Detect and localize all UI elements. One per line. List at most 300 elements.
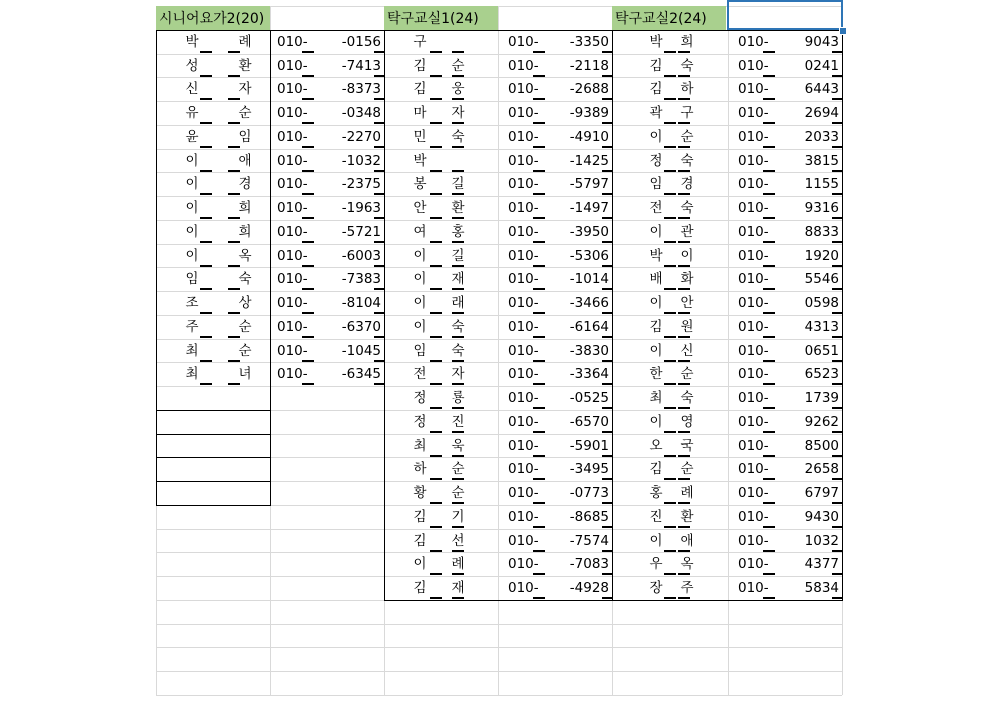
member-name[interactable]: 환 [680,509,694,525]
member-name[interactable]: 숙 [680,153,694,169]
member-surname[interactable]: 황 [413,485,427,501]
phone-number[interactable]: -4910 [569,129,609,145]
phone-number[interactable]: -8373 [341,81,381,97]
phone-prefix[interactable]: 010- [738,129,769,145]
member-name[interactable]: 구 [680,105,694,121]
phone-number[interactable]: -5306 [569,248,609,264]
member-name[interactable]: 관 [680,224,694,240]
cell-underline [678,431,690,433]
cell-underline [678,526,690,528]
member-name[interactable]: 순 [451,485,465,501]
phone-prefix[interactable]: 010- [508,271,539,287]
member-surname[interactable]: 배 [649,271,663,287]
member-name[interactable]: 주 [680,580,694,596]
member-name[interactable]: 경 [680,176,694,192]
phone-number[interactable]: -5901 [569,438,609,454]
fill-handle[interactable] [839,27,847,35]
cell-underline [832,383,842,385]
phone-number[interactable]: -9389 [569,105,609,121]
member-surname[interactable]: 최 [185,366,199,382]
phone-prefix[interactable]: 010- [508,580,539,596]
phone-prefix[interactable]: 010- [738,34,769,50]
phone-prefix[interactable]: 010- [508,105,539,121]
cell-underline [832,407,842,409]
phone-prefix[interactable]: 010- [508,414,539,430]
phone-number[interactable]: -3830 [569,343,609,359]
phone-prefix[interactable]: 010- [277,200,308,216]
cell-underline [533,478,545,480]
phone-number[interactable]: 5834 [804,580,839,596]
member-name[interactable]: 선 [451,533,465,549]
cell-underline [302,312,314,314]
phone-number[interactable]: -0156 [341,34,381,50]
member-name[interactable]: 숙 [680,390,694,406]
member-name[interactable]: 영 [680,414,694,430]
phone-number[interactable]: -7083 [569,556,609,572]
member-surname[interactable]: 최 [649,390,663,406]
phone-prefix[interactable]: 010- [738,200,769,216]
phone-number[interactable]: -5721 [341,224,381,240]
member-name[interactable]: 진 [451,414,465,430]
phone-number[interactable]: -1032 [341,153,381,169]
phone-prefix[interactable]: 010- [508,366,539,382]
member-name[interactable]: 순 [238,343,252,359]
phone-prefix[interactable]: 010- [277,129,308,145]
member-surname[interactable]: 이 [649,129,663,145]
phone-prefix[interactable]: 010- [277,248,308,264]
phone-prefix[interactable]: 010- [738,390,769,406]
cell-underline [228,383,240,385]
phone-number[interactable]: 8500 [804,438,839,454]
member-surname[interactable]: 전 [413,366,427,382]
phone-prefix[interactable]: 010- [738,366,769,382]
member-name[interactable]: 홍 [451,224,465,240]
cell-underline [302,146,314,148]
cell-underline [763,431,775,433]
phone-number[interactable]: -6570 [569,414,609,430]
member-surname[interactable]: 주 [185,319,199,335]
member-name[interactable]: 숙 [238,271,252,287]
member-name[interactable]: 례 [238,34,252,50]
cell-underline [533,217,545,219]
member-surname[interactable]: 이 [413,319,427,335]
member-surname[interactable]: 최 [413,438,427,454]
member-name[interactable]: 길 [451,248,465,264]
phone-prefix[interactable]: 010- [277,58,308,74]
phone-prefix[interactable]: 010- [508,390,539,406]
member-surname[interactable]: 김 [413,580,427,596]
cell-underline [200,288,212,290]
phone-number[interactable]: 9262 [804,414,839,430]
member-name[interactable]: 상 [238,295,252,311]
member-name[interactable]: 환 [451,200,465,216]
phone-prefix[interactable]: 010- [508,34,539,50]
phone-number[interactable]: -2270 [341,129,381,145]
member-surname[interactable]: 이 [649,414,663,430]
phone-prefix[interactable]: 010- [277,176,308,192]
phone-prefix[interactable]: 010- [738,509,769,525]
member-name[interactable]: 순 [680,366,694,382]
member-surname[interactable]: 구 [413,34,427,50]
cell-underline [533,51,545,53]
member-surname[interactable]: 정 [413,390,427,406]
member-surname[interactable]: 이 [185,153,199,169]
cell-underline [602,288,612,290]
member-surname[interactable]: 김 [413,58,427,74]
phone-prefix[interactable]: 010- [508,533,539,549]
member-name[interactable]: 옥 [238,248,252,264]
phone-number[interactable]: 4313 [804,319,839,335]
member-surname[interactable]: 김 [413,533,427,549]
cell-underline [374,98,384,100]
phone-number[interactable]: -0773 [569,485,609,501]
phone-prefix[interactable]: 010- [738,105,769,121]
phone-prefix[interactable]: 010- [738,248,769,264]
phone-prefix[interactable]: 010- [508,438,539,454]
cell-underline [452,383,464,385]
member-name[interactable]: 임 [238,129,252,145]
member-surname[interactable]: 윤 [185,129,199,145]
member-name[interactable]: 이 [680,248,694,264]
cell-underline [602,312,612,314]
phone-number[interactable]: -7413 [341,58,381,74]
cell-underline [374,51,384,53]
member-surname[interactable]: 박 [649,34,663,50]
phone-number[interactable]: -3350 [569,34,609,50]
phone-prefix[interactable]: 010- [508,509,539,525]
member-surname[interactable]: 안 [413,200,427,216]
member-surname[interactable]: 박 [185,34,199,50]
member-name[interactable]: 화 [680,271,694,287]
member-surname[interactable]: 이 [649,224,663,240]
phone-prefix[interactable]: 010- [508,81,539,97]
cell-underline [763,146,775,148]
member-surname[interactable]: 임 [413,343,427,359]
cell-underline [200,217,212,219]
member-name[interactable]: 환 [238,58,252,74]
member-surname[interactable]: 최 [185,343,199,359]
cell-underline [664,217,676,219]
phone-number[interactable]: 2658 [804,461,839,477]
phone-prefix[interactable]: 010- [508,556,539,572]
cell-underline [302,383,314,385]
phone-number[interactable]: -8104 [341,295,381,311]
phone-number[interactable]: -1045 [341,343,381,359]
phone-prefix[interactable]: 010- [277,34,308,50]
member-name[interactable]: 애 [680,533,694,549]
phone-prefix[interactable]: 010- [508,176,539,192]
member-name[interactable]: 룡 [451,390,465,406]
phone-number[interactable]: 0241 [804,58,839,74]
phone-number[interactable]: -1014 [569,271,609,287]
member-surname[interactable]: 이 [185,224,199,240]
phone-number[interactable]: 6443 [804,81,839,97]
member-surname[interactable]: 김 [649,461,663,477]
phone-number[interactable]: -3495 [569,461,609,477]
member-surname[interactable]: 김 [649,319,663,335]
cell-underline [664,407,676,409]
phone-prefix[interactable]: 010- [508,153,539,169]
member-surname[interactable]: 이 [185,248,199,264]
phone-number[interactable]: 5546 [804,271,839,287]
phone-number[interactable]: 3815 [804,153,839,169]
member-surname[interactable]: 임 [649,176,663,192]
phone-number[interactable]: 2033 [804,129,839,145]
member-name[interactable]: 녀 [238,366,252,382]
phone-prefix[interactable]: 010- [738,533,769,549]
member-surname[interactable]: 성 [185,58,199,74]
phone-number[interactable]: 1739 [804,390,839,406]
member-surname[interactable]: 이 [185,176,199,192]
member-name[interactable]: 웅 [451,81,465,97]
phone-number[interactable]: -2688 [569,81,609,97]
phone-prefix[interactable]: 010- [738,343,769,359]
member-surname[interactable]: 우 [649,556,663,572]
member-name[interactable]: 재 [451,580,465,596]
phone-number[interactable]: -2375 [341,176,381,192]
member-name[interactable]: 옥 [680,556,694,572]
member-name[interactable]: 하 [680,81,694,97]
member-surname[interactable]: 이 [649,295,663,311]
phone-prefix[interactable]: 010- [277,271,308,287]
member-surname[interactable]: 이 [185,200,199,216]
member-surname[interactable]: 박 [649,248,663,264]
phone-number[interactable]: 4377 [804,556,839,572]
member-surname[interactable]: 임 [185,271,199,287]
cell-underline [678,478,690,480]
phone-prefix[interactable]: 010- [277,224,308,240]
selected-cell[interactable] [727,0,843,30]
member-name[interactable]: 순 [238,105,252,121]
member-surname[interactable]: 이 [413,556,427,572]
cell-underline [602,241,612,243]
member-name[interactable]: 숙 [680,200,694,216]
member-name[interactable]: 래 [451,295,465,311]
phone-prefix[interactable]: 010- [277,153,308,169]
phone-prefix[interactable]: 010- [738,414,769,430]
member-surname[interactable]: 이 [649,343,663,359]
phone-prefix[interactable]: 010- [277,319,308,335]
table-border [156,481,271,482]
cell-underline [832,217,842,219]
phone-prefix[interactable]: 010- [738,580,769,596]
phone-prefix[interactable]: 010- [738,176,769,192]
member-name[interactable]: 길 [451,176,465,192]
phone-number[interactable]: -7383 [341,271,381,287]
table-border [156,410,271,411]
phone-number[interactable]: -1497 [569,200,609,216]
cell-underline [533,122,545,124]
phone-number[interactable]: -0348 [341,105,381,121]
cell-underline [602,336,612,338]
cell-underline [228,288,240,290]
member-name[interactable]: 례 [451,556,465,572]
member-name[interactable]: 욱 [451,438,465,454]
member-surname[interactable]: 박 [413,153,427,169]
phone-number[interactable]: -1963 [341,200,381,216]
phone-prefix[interactable]: 010- [508,295,539,311]
member-name[interactable]: 숙 [451,343,465,359]
member-surname[interactable]: 전 [649,200,663,216]
phone-prefix[interactable]: 010- [738,556,769,572]
member-name[interactable]: 안 [680,295,694,311]
phone-prefix[interactable]: 010- [738,295,769,311]
phone-prefix[interactable]: 010- [508,129,539,145]
phone-number[interactable]: -0525 [569,390,609,406]
member-surname[interactable]: 김 [649,58,663,74]
cell-underline [602,122,612,124]
phone-prefix[interactable]: 010- [508,461,539,477]
member-name[interactable]: 원 [680,319,694,335]
member-surname[interactable]: 이 [413,295,427,311]
member-name[interactable]: 국 [680,438,694,454]
member-name[interactable]: 숙 [680,58,694,74]
phone-number[interactable]: -6003 [341,248,381,264]
phone-number[interactable]: 2694 [804,105,839,121]
phone-number[interactable]: -6164 [569,319,609,335]
phone-number[interactable]: -6370 [341,319,381,335]
member-name[interactable]: 자 [451,105,465,121]
cell-underline [452,241,464,243]
member-surname[interactable]: 곽 [649,105,663,121]
member-name[interactable]: 숙 [451,129,465,145]
phone-number[interactable]: 9316 [804,200,839,216]
phone-prefix[interactable]: 010- [277,343,308,359]
phone-number[interactable]: 0598 [804,295,839,311]
phone-number[interactable]: -3364 [569,366,609,382]
phone-number[interactable]: 9043 [804,34,839,50]
cell-underline [664,146,676,148]
member-name[interactable]: 순 [680,129,694,145]
phone-prefix[interactable]: 010- [508,224,539,240]
cell-underline [832,193,842,195]
cell-underline [200,51,212,53]
cell-underline [678,312,690,314]
cell-underline [664,502,676,504]
cell-underline [374,336,384,338]
member-surname[interactable]: 김 [649,81,663,97]
phone-number[interactable]: -3466 [569,295,609,311]
phone-number[interactable]: -7574 [569,533,609,549]
member-name[interactable]: 숙 [451,319,465,335]
phone-number[interactable]: -3950 [569,224,609,240]
cell-underline [664,51,676,53]
member-surname[interactable]: 이 [413,248,427,264]
phone-prefix[interactable]: 010- [738,485,769,501]
phone-number[interactable]: 1155 [804,176,839,192]
phone-number[interactable]: -1425 [569,153,609,169]
phone-number[interactable]: 6523 [804,366,839,382]
cell-underline [832,526,842,528]
member-name[interactable]: 희 [680,34,694,50]
member-surname[interactable]: 한 [649,366,663,382]
member-name[interactable]: 자 [238,81,252,97]
member-surname[interactable]: 하 [413,461,427,477]
cell-underline [602,51,612,53]
phone-prefix[interactable]: 010- [508,319,539,335]
member-surname[interactable]: 여 [413,224,427,240]
member-surname[interactable]: 김 [413,81,427,97]
member-surname[interactable]: 유 [185,105,199,121]
cell-underline [228,122,240,124]
member-surname[interactable]: 정 [649,153,663,169]
member-name[interactable]: 순 [238,319,252,335]
member-surname[interactable]: 장 [649,580,663,596]
member-name[interactable]: 경 [238,176,252,192]
phone-number[interactable]: -4928 [569,580,609,596]
member-name[interactable]: 례 [680,485,694,501]
phone-prefix[interactable]: 010- [738,58,769,74]
member-surname[interactable]: 이 [649,533,663,549]
member-surname[interactable]: 민 [413,129,427,145]
cell-underline [533,193,545,195]
member-surname[interactable]: 봉 [413,176,427,192]
cell-underline [452,193,464,195]
member-name[interactable]: 순 [451,461,465,477]
phone-number[interactable]: 6797 [804,485,839,501]
phone-prefix[interactable]: 010- [738,438,769,454]
member-name[interactable]: 희 [238,224,252,240]
phone-prefix[interactable]: 010- [277,295,308,311]
cell-underline [832,502,842,504]
phone-prefix[interactable]: 010- [508,200,539,216]
phone-prefix[interactable]: 010- [508,58,539,74]
phone-prefix[interactable]: 010- [738,224,769,240]
phone-prefix[interactable]: 010- [738,319,769,335]
member-name[interactable]: 애 [238,153,252,169]
phone-prefix[interactable]: 010- [277,366,308,382]
phone-number[interactable]: 1920 [804,248,839,264]
member-surname[interactable]: 김 [413,509,427,525]
phone-prefix[interactable]: 010- [738,271,769,287]
member-name[interactable]: 순 [680,461,694,477]
phone-prefix[interactable]: 010- [738,81,769,97]
member-surname[interactable]: 정 [413,414,427,430]
cell-underline [200,336,212,338]
phone-number[interactable]: -5797 [569,176,609,192]
member-surname[interactable]: 신 [185,81,199,97]
member-name[interactable]: 순 [451,58,465,74]
member-name[interactable]: 자 [451,366,465,382]
phone-number[interactable]: 9430 [804,509,839,525]
member-name[interactable]: 희 [238,200,252,216]
phone-prefix[interactable]: 010- [508,248,539,264]
phone-number[interactable]: -8685 [569,509,609,525]
phone-prefix[interactable]: 010- [277,105,308,121]
phone-prefix[interactable]: 010- [277,81,308,97]
member-name[interactable]: 기 [451,509,465,525]
phone-number[interactable]: -2118 [569,58,609,74]
member-surname[interactable]: 진 [649,509,663,525]
cell-underline [664,597,676,599]
member-surname[interactable]: 이 [413,271,427,287]
member-name[interactable]: 재 [451,271,465,287]
phone-prefix[interactable]: 010- [738,153,769,169]
phone-prefix[interactable]: 010- [738,461,769,477]
member-surname[interactable]: 마 [413,105,427,121]
phone-number[interactable]: 0651 [804,343,839,359]
phone-number[interactable]: 8833 [804,224,839,240]
member-surname[interactable]: 홍 [649,485,663,501]
cell-underline [452,122,464,124]
member-surname[interactable]: 조 [185,295,199,311]
phone-prefix[interactable]: 010- [508,485,539,501]
member-surname[interactable]: 오 [649,438,663,454]
phone-number[interactable]: -6345 [341,366,381,382]
member-name[interactable]: 신 [680,343,694,359]
phone-prefix[interactable]: 010- [508,343,539,359]
phone-number[interactable]: 1032 [804,533,839,549]
